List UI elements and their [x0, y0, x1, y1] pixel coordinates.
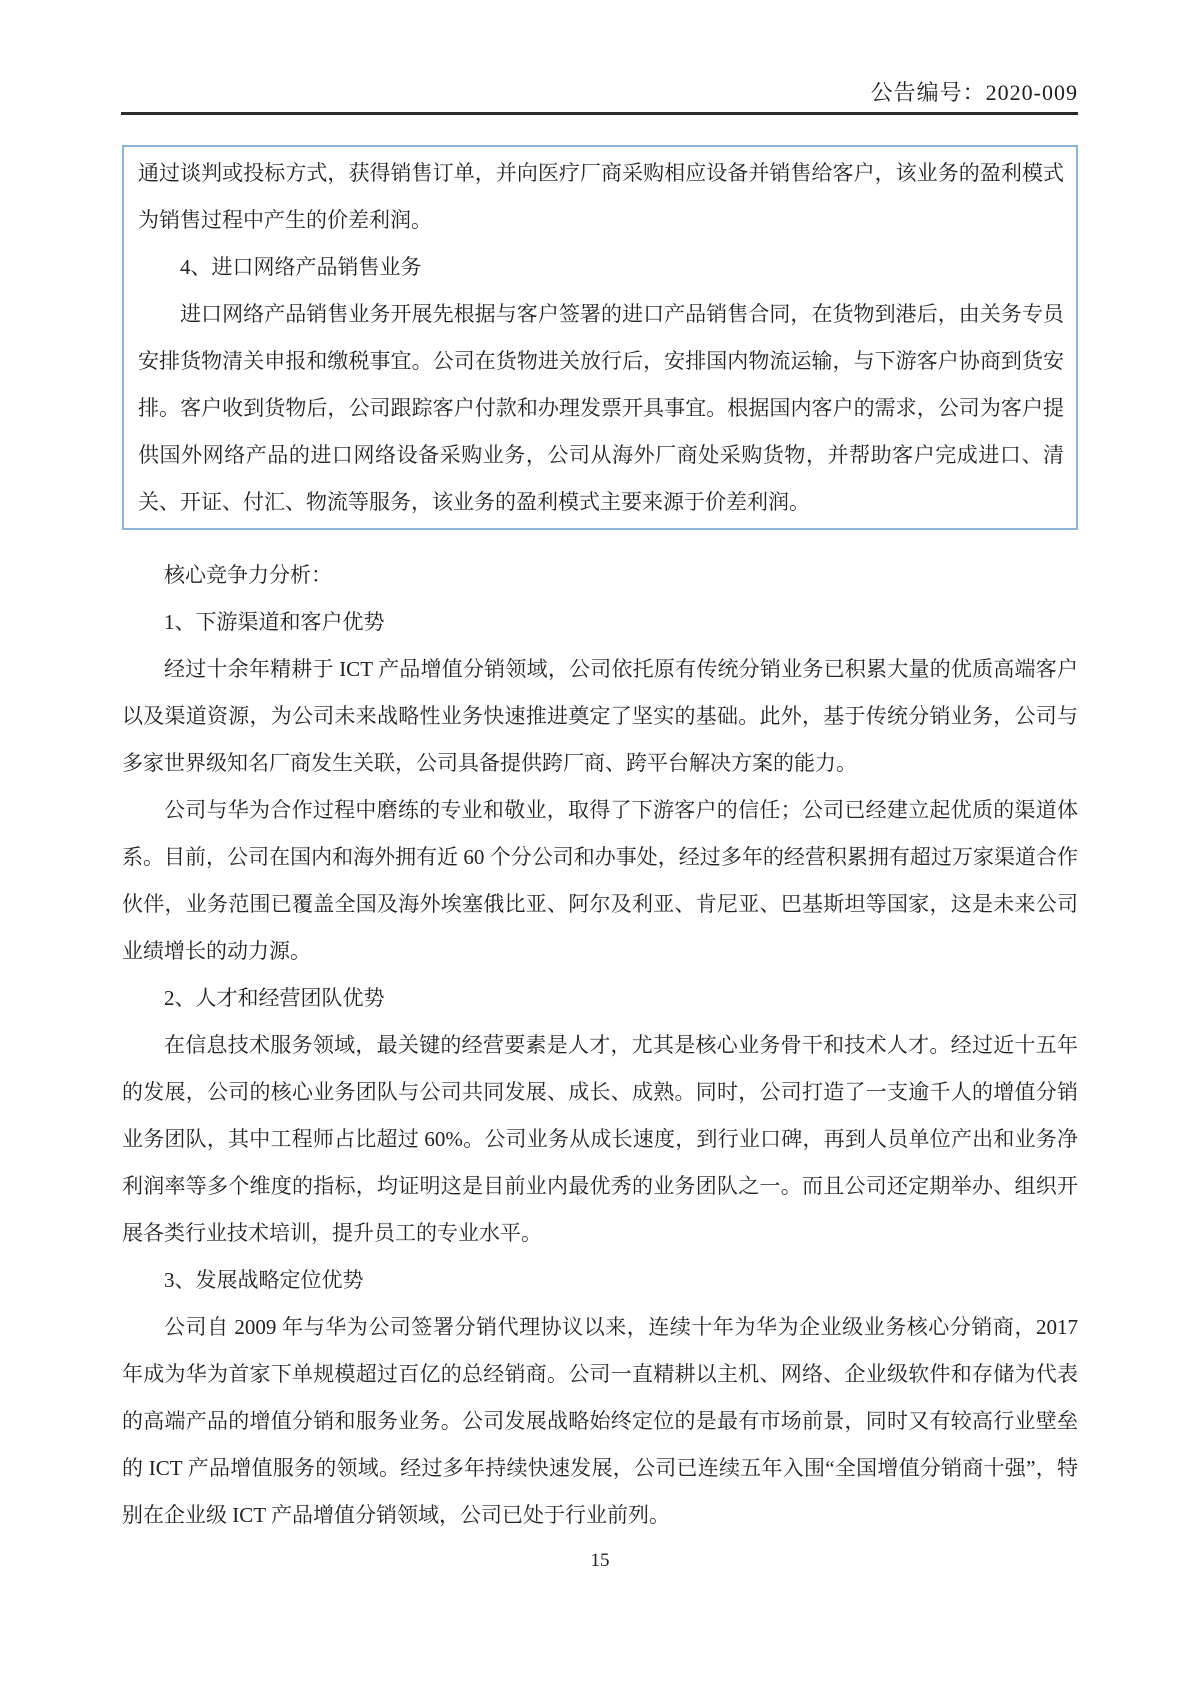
page-number: 15 [590, 1550, 610, 1571]
body-text [122, 552, 1078, 1539]
paragraph: 经过十余年精耕于 ICT 产品增值分销领域，公司依托原有传统分销业务已积累大量的优质高端客户以及渠道资源，为公司未来战略性业务快速推进奠定了坚实的基础。此外，基于传统分销业务，公司与多家世界级知名厂商发生关联，公司具备提供跨厂商、跨平台解决方案的能力。 [122, 657, 1078, 775]
section-heading: 核心竞争力分析： [164, 563, 332, 587]
section-heading: 1、下游渠道和客户优势 [164, 610, 385, 634]
paragraph: 通过谈判或投标方式，获得销售订单，并向医疗厂商采购相应设备并销售给客户，该业务的盈利模式为销售过程中产生的价差利润。 [138, 161, 1064, 232]
paragraph: 公司与华为合作过程中磨练的专业和敬业，取得了下游客户的信任；公司已经建立起优质的渠道体系。目前，公司在国内和海外拥有近 60 个分公司和办事处，经过多年的经营积累拥有超过万家渠道合作伙伴，业务范围已覆盖全国及海外埃塞俄比亚、阿尔及利亚、肯尼亚、巴基斯坦等国家，这是未来公司业绩增长的动力源。 [122, 798, 1078, 963]
paragraph: 在信息技术服务领域，最关键的经营要素是人才，尤其是核心业务骨干和技术人才。经过近十五年的发展，公司的核心业务团队与公司共同发展、成长、成熟。同时，公司打造了一支逾千人的增值分销业务团队，其中工程师占比超过 60%。公司业务从成长速度，到行业口碑，再到人员单位产出和业务净利润率等多个维度的指标，均证明这是目前业内最优秀的业务团队之一。而且公司还定期举办、组织开展各类行业技术培训，提升员工的专业水平。 [122, 1033, 1078, 1245]
doc-number: 公告编号：2020-009 [870, 80, 1078, 105]
highlighted-text-box [122, 145, 1078, 530]
paragraph: 公司自 2009 年与华为公司签署分销代理协议以来，连续十年为华为企业级业务核心分销商，2017 年成为华为首家下单规模超过百亿的总经销商。公司一直精耕以主机、网络、企业级软件和存储为代表的高端产品的增值分销和服务业务。公司发展战略始终定位的是最有市场前景，同时又有较高行业壁垒的 ICT 产品增值服务的领域。经过多年持续快速发展，公司已连续五年入围“全国增值分销商十强”，特别在企业级 ICT 产品增值分销领域，公司已处于行业前列。 [122, 1315, 1078, 1527]
section-heading: 3、发展战略定位优势 [164, 1268, 364, 1292]
page-content [122, 145, 1078, 1539]
paragraph: 进口网络产品销售业务开展先根据与客户签署的进口产品销售合同，在货物到港后，由关务专员安排货物清关申报和缴税事宜。公司在货物进关放行后，安排国内物流运输，与下游客户协商到货安排。客户收到货物后，公司跟踪客户付款和办理发票开具事宜。根据国内客户的需求，公司为客户提供国外网络产品的进口网络设备采购业务，公司从海外厂商处采购货物，并帮助客户完成进口、清关、开证、付汇、物流等服务，该业务的盈利模式主要来源于价差利润。 [138, 302, 1064, 514]
header-rule [121, 112, 1078, 115]
section-heading: 4、进口网络产品销售业务 [180, 255, 422, 279]
section-heading: 2、人才和经营团队优势 [164, 986, 385, 1010]
